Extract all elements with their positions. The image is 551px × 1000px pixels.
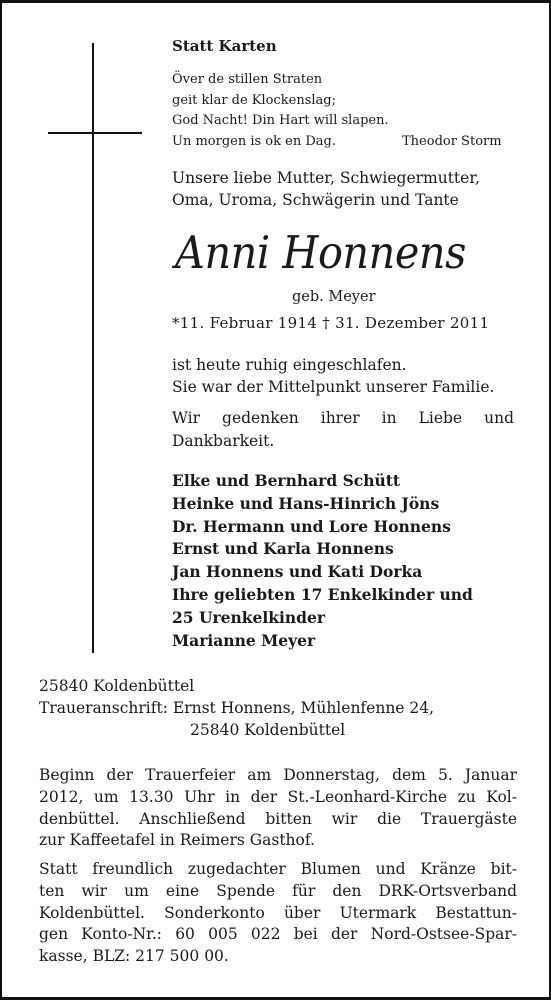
poem-line: God Nacht! Din Hart will slapen. xyxy=(172,113,389,128)
mourner-entry: 25 Urenkelkinder xyxy=(172,607,326,627)
gratitude-message xyxy=(172,407,514,453)
funeral-line: Beginn der Trauerfeier am Donnerstag, dem 5. Januar xyxy=(39,766,517,784)
mourner-entry: Heinke und Hans-Hinrich Jöns xyxy=(172,493,440,513)
funeral-details xyxy=(39,765,517,852)
funeral-line: 2012, um 13.30 Uhr in der St.-Leonhard-Kirche zu Kol- xyxy=(39,787,517,806)
donation-request xyxy=(39,859,517,968)
intro-line: Oma, Uroma, Schwägerin und Tante xyxy=(172,191,459,209)
address-block xyxy=(39,675,434,741)
poem-last-line-text: Un morgen is ok en Dag. xyxy=(172,133,336,149)
deceased-name: Anni Honnens xyxy=(175,226,466,279)
mourner-entry: Jan Honnens und Kati Dorka xyxy=(172,562,423,582)
funeral-line: denbüttel. Anschließend bitten wir die Trauergäste xyxy=(39,809,517,828)
mourner-entry: Elke und Bernhard Schütt xyxy=(172,471,401,490)
donation-line: Statt freundlich zugedachter Blumen und Kränze bit- xyxy=(39,860,517,878)
message-line: ist heute ruhig eingeschlafen. xyxy=(172,356,407,374)
poem-line: geit klar de Klockenslag; xyxy=(172,92,337,108)
poem-line: Över de stillen Straten xyxy=(172,72,323,87)
mourner-entry: Dr. Hermann und Lore Honnens xyxy=(172,516,451,536)
intro-text xyxy=(172,167,480,211)
birth-name: geb. Meyer xyxy=(292,289,376,305)
mourning-address-city: 25840 Koldenbüttel xyxy=(190,721,346,739)
funeral-line: zur Kaffeetafel in Reimers Gasthof. xyxy=(39,831,315,850)
mourner-entry: Marianne Meyer xyxy=(172,630,316,650)
life-dates: *11. Februar 1914 † 31. Dezember 2011 xyxy=(172,314,490,332)
gratitude-line: Wir gedenken ihrer in Liebe und xyxy=(172,409,514,427)
donation-line: ten wir um eine Spende für den DRK-Ortsverband xyxy=(39,881,517,900)
mourner-entry: Ihre geliebten 17 Enkelkinder und xyxy=(172,584,473,604)
poem xyxy=(172,70,502,152)
gratitude-line: Dankbarkeit. xyxy=(172,432,275,450)
message-line: Sie war der Mittelpunkt unserer Familie. xyxy=(172,378,495,396)
cross-horizontal-bar xyxy=(48,132,142,134)
mourners-list xyxy=(172,470,473,652)
cross-vertical-bar xyxy=(92,43,94,653)
intro-line: Unsere liebe Mutter, Schwiegermutter, xyxy=(172,169,480,187)
passing-message xyxy=(172,354,494,398)
statt-karten-heading: Statt Karten xyxy=(172,37,277,55)
place-line: 25840 Koldenbüttel xyxy=(39,677,195,695)
donation-line: gen Konto-Nr.: 60 005 022 bei der Nord-Ostsee-Spar- xyxy=(39,925,517,944)
donation-line: Koldenbüttel. Sonderkonto über Utermark Bestattun- xyxy=(39,903,517,922)
poem-author: Theodor Storm xyxy=(402,133,502,149)
donation-line: kasse, BLZ: 217 500 00. xyxy=(39,947,229,966)
mourning-address-line: Traueranschrift: Ernst Honnens, Mühlenfenne 24, xyxy=(39,699,435,717)
mourner-entry: Ernst und Karla Honnens xyxy=(172,539,394,559)
poem-line xyxy=(172,132,502,153)
